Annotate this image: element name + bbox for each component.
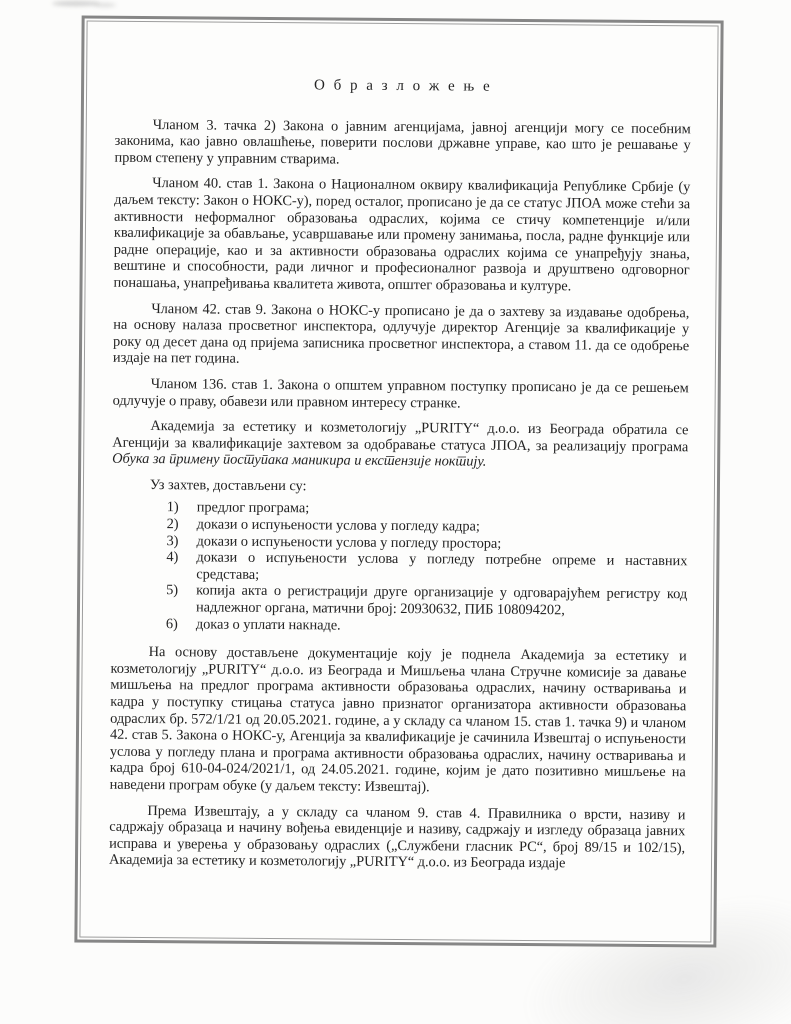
list-item-text: доказ о уплати накнаде. xyxy=(195,616,341,634)
list-item-6 xyxy=(166,616,687,637)
list-item-number: 2) xyxy=(166,516,179,533)
list-item-number: 4) xyxy=(166,549,179,566)
list-item-number: 1) xyxy=(166,499,179,516)
list-item-text: докази о испуњености услова у погледу кадра; xyxy=(196,516,480,535)
paragraph-law-public-agencies: Чланом 3. тачка 2) Закона о јавним агенцијама, јавној агенцији могу се посебним законима, као јавно овлашћење, поверити послови државне управе, као што је решавање у првом степену у управним стварима. xyxy=(114,116,691,168)
list-item-text: копија акта о регистрацији друге организације у одговарајућем регистру код надлежног органа, матични број: 20930632, ПИБ 108094202, xyxy=(195,582,688,619)
list-item-number: 3) xyxy=(166,532,179,549)
paragraph-zup-article-136: Чланом 136. став 1. Закона о општем управном поступку прописано је да се решењем одлучује о праву, обавези или правном интересу странке. xyxy=(112,375,689,411)
paragraph-purity-request-text: Академија за естетику и козметологију „PURITY“ д.о.о. из Београда обратила се Агенцији за квалификације захтевом за одобравање статуса ЈПОА, за реализацију програма xyxy=(112,418,689,455)
attachments-list xyxy=(166,500,688,637)
list-item-4 xyxy=(166,549,687,586)
page-title: О б р а з л о ж е њ е xyxy=(314,77,493,95)
scan-smudge xyxy=(94,3,116,7)
list-item-text: предлог програма; xyxy=(196,499,310,517)
paragraph-report-findings: На основу достављене документације коју је поднела Академија за естетику и козметологију „PURITY“ д.о.о. из Београда и Мишљења члана Стручне комисије за давање мишљења на предлог програма активности образовања одраслих, начину остваривања и кадра у поступку стицања статуса јавно признатог организатора активности образовања одраслих бр. 572/1/21 од 20.05.2021. године, а у складу са чланом 15. став 1. тачка 9) и чланом 42. став 5. Закона о НОКС-у, Агенција за квалификације је сачинила Извештај о испуњености услова у погледу плана и програма активности образовања одраслих, начину остваривања и кадра број 610-04-024/2021/1, од 24.05.2021. године, којим је дато позитивно мишљење на наведени програм обуке (у даљем тексту: Извештај). xyxy=(109,644,687,796)
document-frame-inner-rule xyxy=(79,21,718,943)
paragraph-noks-article-40: Чланом 40. став 1. Закона о Националном оквиру квалификација Републике Србије (у даљем тексту: Закон о НОКС-у), поред осталог, прописано је да се статус ЈПОА може стећи за активности неформалног образовања одраслих, којима се стичу компетенције и/или квалификације за обављање, усавршавање или промену занимања, посла, радне функције или радне операције, као и за активности образовања одраслих којима се унапређују знања, вештине и способности, ради личног и професионалног развоја и друштвено одговорног понашања, унапређивања квалитета живота, општег образовања и културе. xyxy=(113,175,691,295)
list-item-5 xyxy=(166,583,687,620)
document-frame xyxy=(74,15,723,947)
attachments-intro: Уз захтев, достављени су: xyxy=(149,476,307,495)
scan-smudge xyxy=(52,1,100,6)
list-item-number: 6) xyxy=(165,615,178,632)
program-name-italic: Обука за примену поступака маникира и екстензије ноктију. xyxy=(112,451,487,470)
document-body xyxy=(80,22,717,942)
list-item-number: 5) xyxy=(166,582,179,599)
list-item-text: докази о испуњености услова у погледу потребне опреме и наставних средстава; xyxy=(196,549,688,583)
list-item-text: докази о испуњености услова у погледу простора; xyxy=(196,533,502,552)
paragraph-noks-article-42: Чланом 42. став 9. Закона о НОКС-у прописано је да о захтеву за издавање одобрења, на основу налаза просветног инспектора, одлучује директор Агенције за квалификације у року од десет дана од пријема записника просветног инспектора, а ставом 11. да се одобрење издаје на пет година. xyxy=(112,300,690,368)
paragraph-purity-request xyxy=(112,418,688,472)
paragraph-rulebook-issuance: Према Извештају, а у складу са чланом 9. став 4. Правилника о врсти, називу и садржају образаца и начину вођења евиденције и називу, садржају и изгледу образаца јавних исправа и уверења у образовању одраслих („Службени гласник РС“, број 89/15 и 102/15), Академија за естетику и козметологију „PURITY“ д.о.о. из Београда издаје xyxy=(108,802,686,872)
